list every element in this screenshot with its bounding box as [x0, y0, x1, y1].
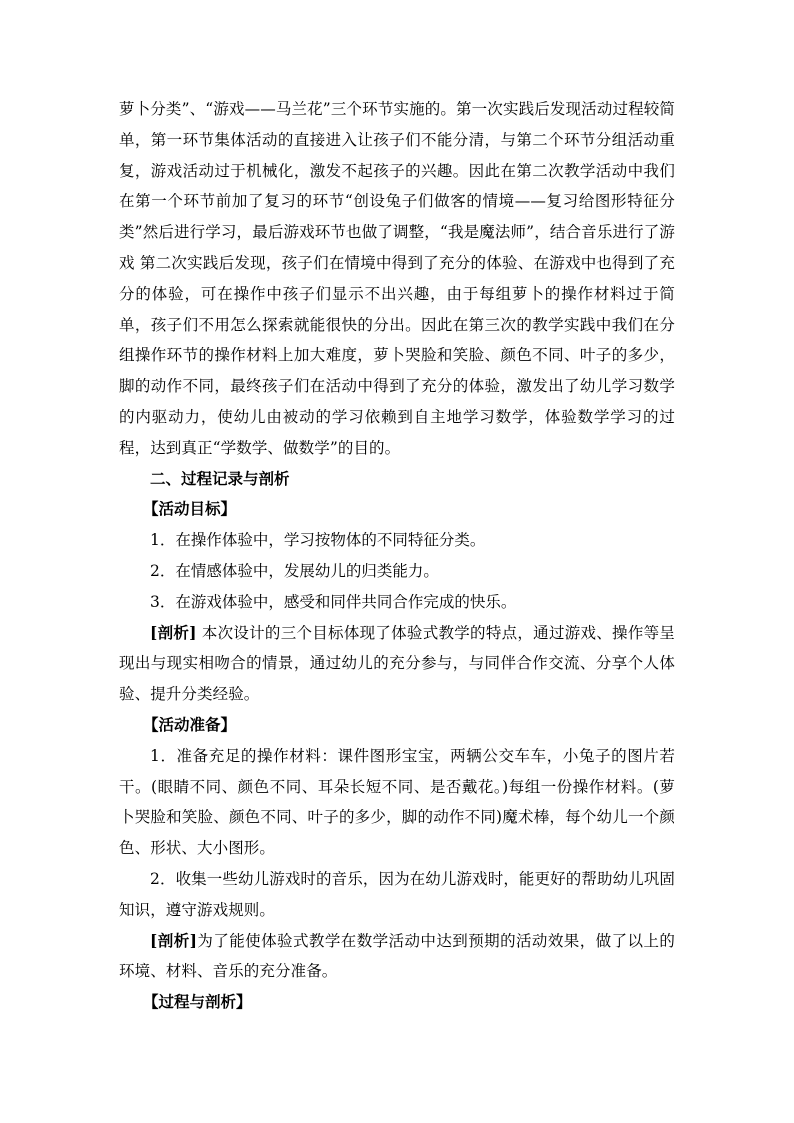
goals-heading: 【活动目标】 [143, 499, 237, 519]
document-body [119, 94, 675, 1018]
preparation-heading: 【活动准备】 [143, 714, 237, 734]
section-heading: 二、过程记录与剖析 [150, 468, 290, 488]
goals-analysis [119, 618, 675, 710]
preparation-analysis [119, 926, 675, 988]
preparation-item-1: 1．准备充足的操作材料：课件图形宝宝，两辆公交车车，小兔子的图片若干。(眼睛不同、颜色不同、耳朵长短不同、是否戴花。)每组一份操作材料。(萝卜哭脸和笑脸、颜色不同、叶子的多少，脚的动作不同)魔术棒，每个幼儿一个颜色、形状、大小图形。 [119, 746, 675, 858]
analysis-label: [剖析] [150, 622, 197, 642]
goal-item-3: 3．在游戏体验中，感受和同伴共同合作完成的快乐。 [150, 592, 517, 611]
analysis-text: 为了能使体验式教学在数学活动中达到预期的活动效果，做了以上的环境、材料、音乐的充分准备。 [119, 931, 675, 981]
analysis-label: [剖析] [150, 930, 198, 950]
preparation-item-2: 2．收集一些幼儿游戏时的音乐，因为在幼儿游戏时，能更好的帮助幼儿巩固知识，遵守游戏规则。 [119, 869, 675, 919]
analysis-text: 本次设计的三个目标体现了体验式教学的特点，通过游戏、操作等呈现出与现实相吻合的情景，通过幼儿的充分参与，与同伴合作交流、分享个人体验、提升分类经验。 [119, 623, 675, 704]
goal-item-2: 2．在情感体验中，发展幼儿的归类能力。 [150, 561, 439, 580]
body-paragraph: 萝卜分类”、“游戏——马兰花”三个环节实施的。第一次实践后发现活动过程较简单，第一环节集体活动的直接进入让孩子们不能分清，与第二个环节分组活动重复，游戏活动过于机械化，激发不起孩子的兴趣。因此在第二次教学活动中我们在第一个环节前加了复习的环节“创设兔子们做客的情境——复习给图形特征分类”然后进行学习，最后游戏环节也做了调整，“我是魔法师”，结合音乐进行了游戏 第二次实践后发现，孩子们在情境中得到了充分的体验、在游戏中也得到了充分的体验，可在操作中孩子们显示不出兴趣，由于每组萝卜的操作材料过于简单，孩子们不用怎么探索就能很快的分出。因此在第三次的教学实践中我们在分组操作环节的操作材料上加大难度，萝卜哭脸和笑脸、颜色不同、叶子的多少，脚的动作不同，最终孩子们在活动中得到了充分的体验，激发出了幼儿学习数学的内驱动力，使幼儿由被动的学习依赖到自主地学习数学，体验数学学习的过程，达到真正“学数学、做数学”的目的。 [119, 100, 675, 457]
goal-item-1: 1．在操作体验中，学习按物体的不同特征分类。 [150, 531, 486, 550]
process-heading: 【过程与剖析】 [143, 992, 252, 1012]
